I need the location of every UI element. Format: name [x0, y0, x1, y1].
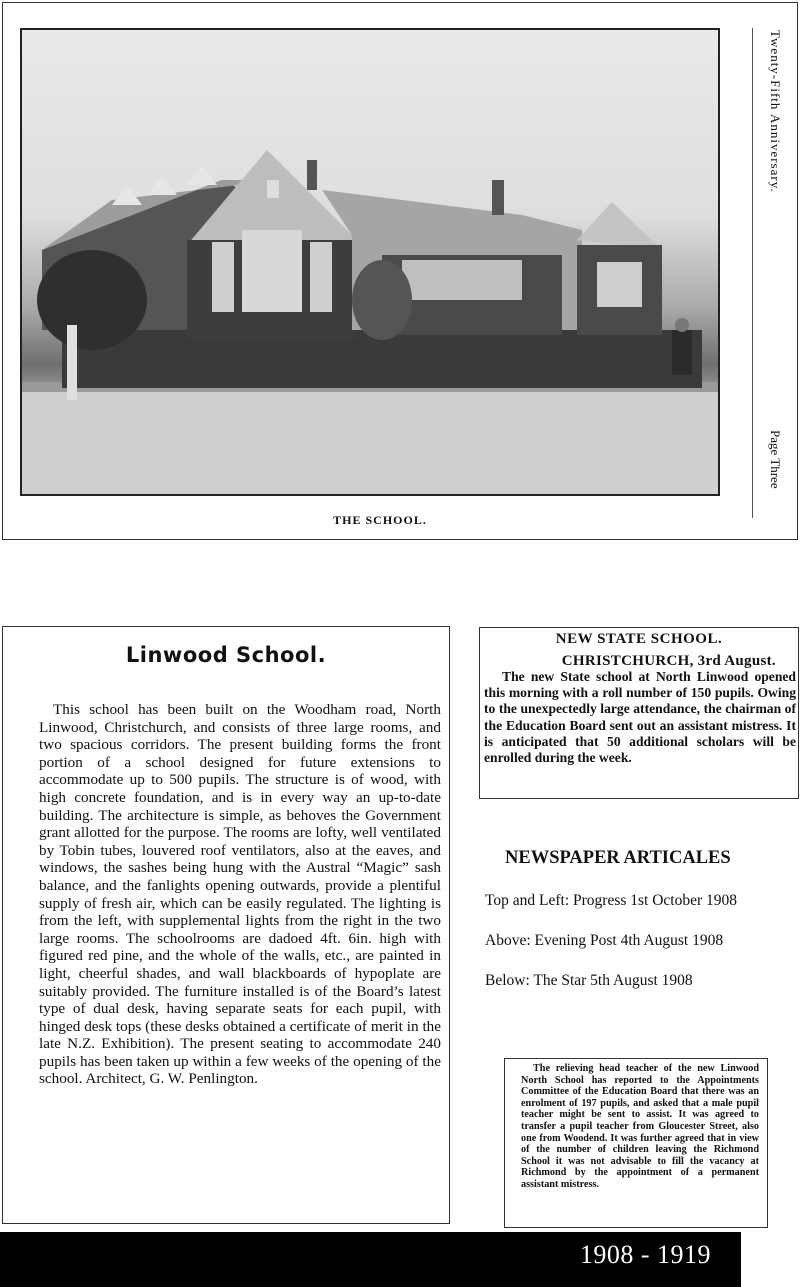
- clipping-body: The new State school at North Linwood opened this morning with a roll number of 150 pupils. Owing to the unexpectedly large attendance, the chairman of the Education Board sent out an assistant mistress. It is anticipated that 50 additional scholars will be enrolled during the week.: [484, 669, 796, 766]
- clipping-heading: NEW STATE SCHOOL.: [555, 631, 723, 647]
- linwood-school-article: [2, 626, 450, 1224]
- clipping-body: The relieving head teacher of the new Linwood North School has reported to the Appointments Committee of the Education Board that there was an enrolment of 197 pupils, and asked that a male pupil teacher might be sent to assist. It was agreed to transfer a pupil teacher from Gloucester Street, also one from Woodend. It was further agreed that in view of the number of children leaving the Richmond School it was not advisable to fill the vacancy at Richmond by the appointment of a permanent assistant mistress.: [521, 1063, 759, 1190]
- school-photograph: [20, 28, 720, 496]
- photo-caption: THE SCHOOL.: [333, 513, 427, 527]
- footer-years: 1908 - 1919: [579, 1240, 711, 1269]
- notes-heading: NEWSPAPER ARTICALES: [505, 848, 731, 868]
- star-clipping: [504, 1058, 768, 1228]
- article-body: This school has been built on the Woodham road, North Linwood, Christchurch, and consists of three large rooms, and two spacious corridors. The present building forms the front portion of a school designed for future extensions to accommodate up to 500 pupils. The structure is of wood, with high concrete foundation, and is in every way an up-to-date building. The architecture is simple, as behoves the Government grant allotted for the purpose. The rooms are lofty, well ventilated by Tobin tubes, louvered roof ventilators, also at the eaves, and windows, the sashes being hung with the Austral “Magic” sash balance, and the fanlights opening outwards, provide a plentiful supply of fresh air, which can be easily regulated. The lighting is from the left, with supplemental lights from the right in the two large rooms. The schoolrooms are dadoed 4ft. 6in. high with figured red pine, and the whole of the walls, etc., are painted in light, cheerful shades, and wall blackboards of hypoplate are suitably provided. The furniture installed is of the Board’s latest type of dual desk, having separate seats for each pupil, with hinged desk tops (these desks obtained a certificate of merit in the late N.Z. Exhibition). The present seating to accommodate 240 pupils has been taken up within a few weeks of the opening of the school. Architect, G. W. Penlington.: [39, 701, 441, 1088]
- source-note: Below: The Star 5th August 1908: [485, 972, 693, 989]
- article-title: Linwood School.: [125, 643, 327, 667]
- clipping-dateline: CHRISTCHURCH, 3rd August.: [561, 653, 776, 669]
- vertical-divider: [752, 28, 753, 518]
- page-number-label: Page Three: [768, 430, 783, 489]
- source-note: Top and Left: Progress 1st October 1908: [485, 892, 738, 909]
- source-note: Above: Evening Post 4th August 1908: [485, 932, 724, 949]
- evening-post-clipping: [479, 627, 799, 799]
- anniversary-side-title: Twenty-Fifth Anniversary.: [768, 30, 783, 193]
